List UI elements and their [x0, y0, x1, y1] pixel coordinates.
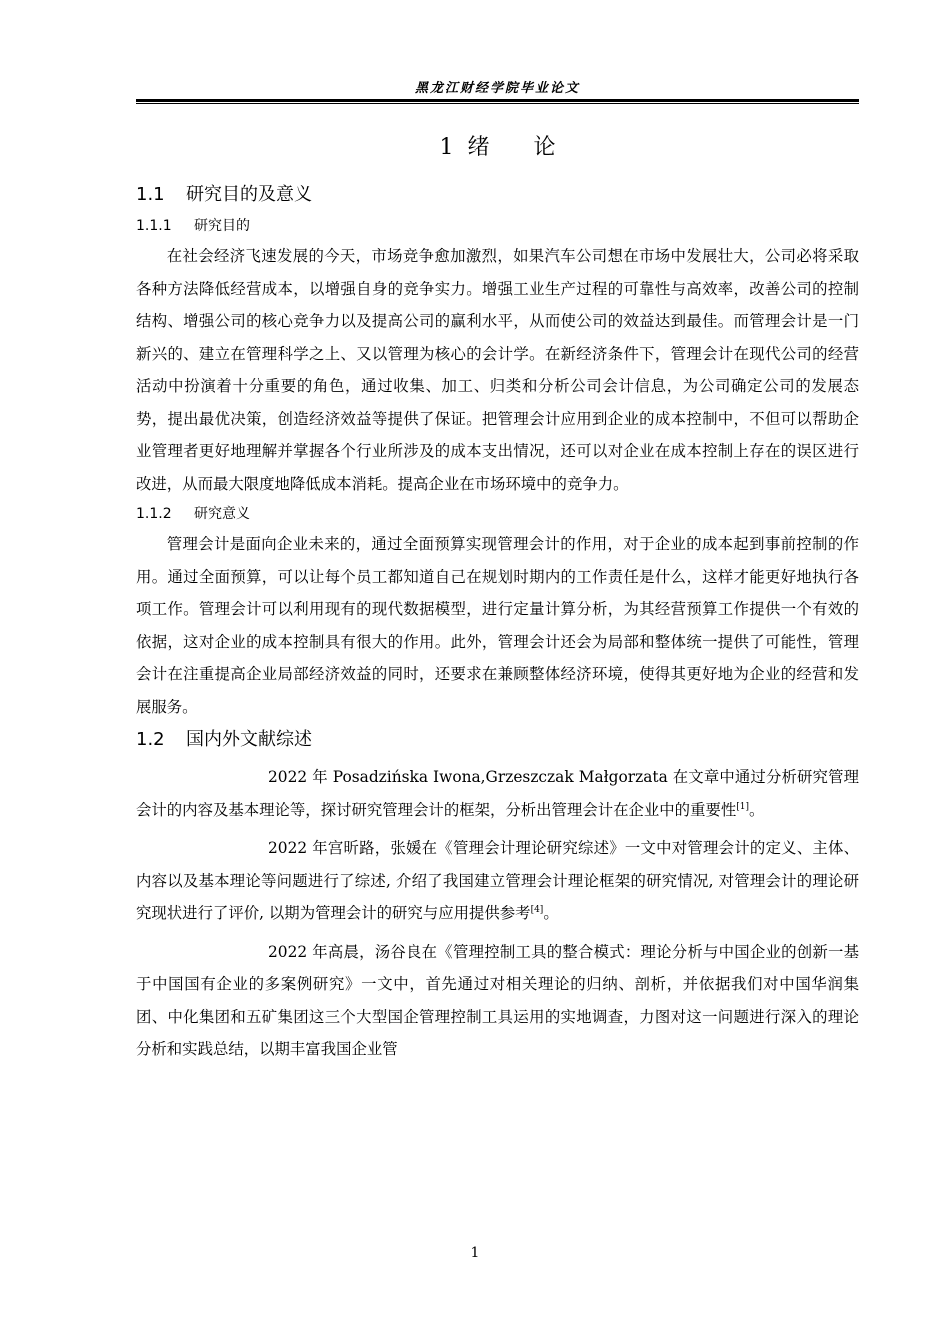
section-heading-1-2 — [136, 723, 859, 757]
chapter-title-part1: 绪 — [467, 135, 490, 160]
paragraph-literature-1 — [136, 761, 859, 826]
subsection-number: 1.1.1 — [136, 218, 172, 234]
chapter-title-part2: 论 — [533, 135, 556, 160]
paragraph-research-significance: 管理会计是面向企业未来的，通过全面预算实现管理会计的作用，对于企业的成本起到事前控制的作用。通过全面预算，可以让每个员工都知道自己在规划时期内的工作责任是什么，这样才能更好地执行各项工作。管理会计可以利用现有的现代数据模型，进行定量计算分析，为其经营预算工作提供一个有效的依据，这对企业的成本控制具有很大的作用。此外，管理会计还会为局部和整体统一提供了可能性，管理会计在注重提高企业局部经济效益的同时，还要求在兼顾整体经济环境，使得其更好地为企业的经营和发展服务。 — [136, 535, 859, 716]
page-number: 1 — [470, 1245, 480, 1261]
chapter-title — [136, 128, 859, 168]
header-rule-thick — [136, 99, 859, 102]
section-number: 1.1 — [136, 184, 165, 205]
section-title: 国内外文献综述 — [186, 729, 312, 750]
section-title: 研究目的及意义 — [186, 184, 312, 205]
paragraph-research-purpose: 在社会经济飞速发展的今天，市场竞争愈加激烈，如果汽车公司想在市场中发展壮大，公司必将采取各种方法降低经营成本，以增强自身的竞争实力。增强工业生产过程的可靠性与高效率，改善公司的控制结构、增强公司的核心竞争力以及提高公司的赢利水平，从而使公司的效益达到最佳。而管理会计是一门新兴的、建立在管理科学之上、又以管理为核心的会计学。在新经济条件下，管理会计在现代公司的经营活动中扮演着十分重要的角色，通过收集、加工、归类和分析公司会计信息，为公司确定公司的发展态势，提出最优决策，创造经济效益等提供了保证。把管理会计应用到企业的成本控制中，不但可以帮助企业管理者更好地理解并掌握各个行业所涉及的成本支出情况，还可以对企业在成本控制上存在的误区进行改进，从而最大限度地降低成本消耗。提高企业在市场环境中的竞争力。 — [136, 247, 859, 493]
subsection-title: 研究目的 — [194, 218, 250, 234]
citation-ref: [1] — [736, 801, 749, 812]
paragraph-literature-2 — [136, 832, 859, 930]
paragraph-text: 2022 年宫昕路，张媛在《管理会计理论研究综述》一文中对管理会计的定义、主体、内容以及基本理论等问题进行了综述, 介绍了我国建立管理会计理论框架的研究情况, 对管理会计的理论研究现状进行了评价, 以期为管理会计的研究与应用提供参考 — [136, 839, 859, 922]
running-header: 黑龙江财经学院毕业论文 — [414, 81, 580, 96]
paragraph-text: 2022 年高晨，汤谷良在《管理控制工具的整合模式：理论分析与中国企业的创新一基于中国国有企业的多案例研究》一文中，首先通过对相关理论的归纳、剖析，并依据我们对中国华润集团、中化集团和五矿集团这三个大型国企管理控制工具运用的实地调查，力图对这一问题进行深入的理论分析和实践总结，以期丰富我国企业管 — [136, 942, 859, 1058]
section-number: 1.2 — [136, 729, 165, 750]
paragraph-text: 2022 年 Posadzińska Iwona,Grzeszczak Małgorzata 在文章中通过分析研究管理会计的内容及基本理论等，探讨研究管理会计的框架，分析出管理会计在企业中的重要性 — [136, 768, 859, 819]
subsection-heading-1-1-2 — [136, 500, 859, 528]
section-heading-1-1 — [136, 178, 859, 212]
chapter-number: 1 — [439, 135, 454, 160]
paragraph-literature-3 — [136, 936, 859, 1066]
header-rule-thin — [136, 103, 859, 104]
subsection-heading-1-1-1 — [136, 212, 859, 240]
subsection-number: 1.1.2 — [136, 506, 172, 522]
subsection-title: 研究意义 — [194, 506, 250, 522]
paragraph-end: 。 — [543, 904, 559, 922]
citation-ref: [4] — [530, 904, 544, 915]
paragraph-end: 。 — [749, 800, 765, 819]
page-content — [136, 128, 859, 1072]
